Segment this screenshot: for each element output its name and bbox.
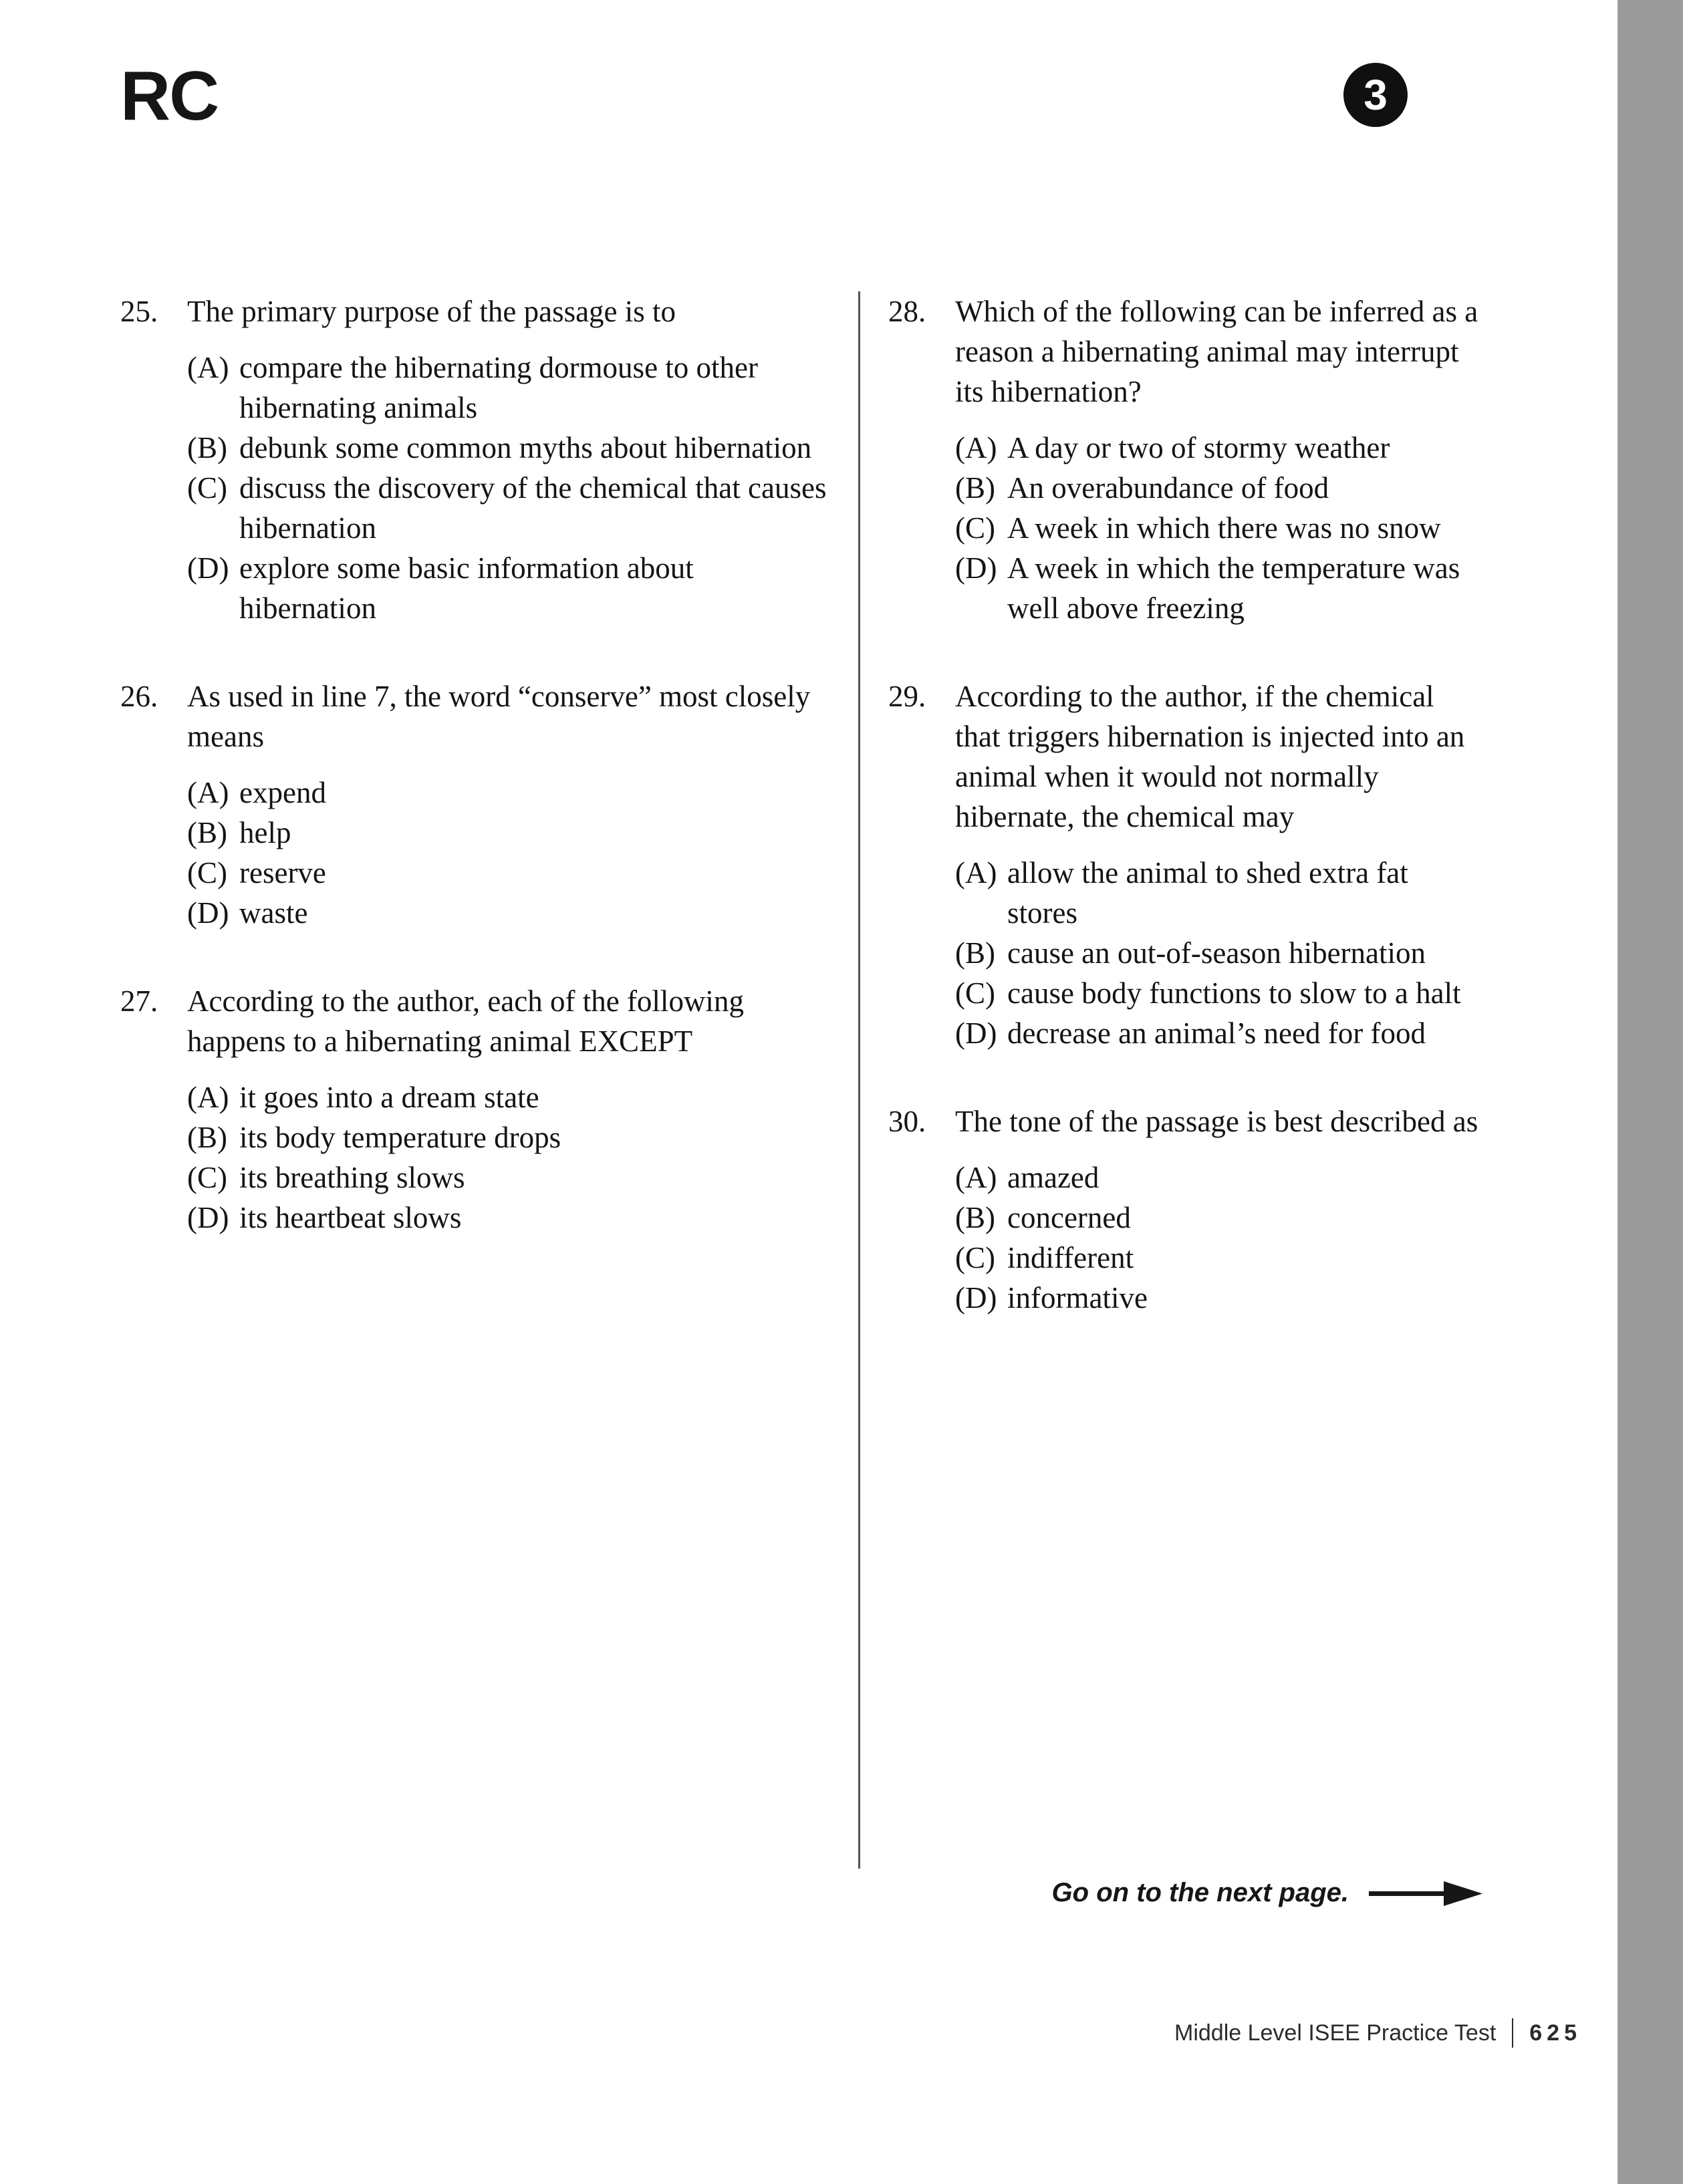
answer-choices xyxy=(955,428,1482,628)
choice-label: (D) xyxy=(955,551,997,585)
question-stem: As used in line 7, the word “conserve” most closely means xyxy=(187,680,811,753)
choice-label: (B) xyxy=(187,1121,227,1154)
answer-choices xyxy=(187,1077,830,1238)
answer-choice-a xyxy=(187,773,830,813)
answer-choice-d xyxy=(187,1198,830,1238)
answer-choice-b xyxy=(187,428,830,468)
choice-label: (A) xyxy=(955,1161,997,1194)
left-column xyxy=(120,291,830,1869)
choice-label: (B) xyxy=(955,1201,995,1234)
answer-choice-c xyxy=(187,853,830,893)
choice-text: expend xyxy=(239,776,326,809)
choice-text: cause body functions to slow to a halt xyxy=(1007,976,1461,1010)
answer-choices xyxy=(955,853,1482,1053)
question-stem: Which of the following can be inferred as a reason a hibernating animal may interrupt its hibernation? xyxy=(955,295,1478,408)
choice-label: (B) xyxy=(955,936,995,970)
choice-label: (C) xyxy=(955,1241,995,1274)
question-body xyxy=(187,981,830,1238)
question-body xyxy=(955,676,1482,1053)
answer-choice-d xyxy=(955,1013,1482,1053)
choice-text: waste xyxy=(239,896,308,930)
answer-choice-d xyxy=(187,548,830,628)
choice-label: (C) xyxy=(955,511,995,545)
column-divider xyxy=(858,291,860,1869)
question-28 xyxy=(888,291,1482,628)
answer-choice-c xyxy=(955,508,1482,548)
choice-text: reserve xyxy=(239,856,326,890)
choice-text: debunk some common myths about hibernation xyxy=(239,431,812,464)
choice-text: help xyxy=(239,816,291,849)
question-stem: The tone of the passage is best described as xyxy=(955,1105,1478,1138)
choice-text: its breathing slows xyxy=(239,1161,465,1194)
choice-label: (A) xyxy=(187,1081,229,1114)
right-column xyxy=(888,291,1482,1869)
choice-label: (A) xyxy=(955,856,997,890)
question-number: 28. xyxy=(888,295,926,328)
page-number: 625 xyxy=(1529,2020,1581,2046)
answer-choice-a xyxy=(955,1157,1482,1198)
question-number: 29. xyxy=(888,680,926,713)
question-columns xyxy=(120,291,1482,1869)
choice-text: indifferent xyxy=(1007,1241,1134,1274)
right-arrow-icon xyxy=(1369,1879,1482,1908)
answer-choice-a xyxy=(187,348,830,428)
test-name: Middle Level ISEE Practice Test xyxy=(1174,2020,1497,2046)
question-stem: According to the author, if the chemical that triggers hibernation is injected into an animal when it would not normally hibernate, the chemical may xyxy=(955,680,1465,833)
choice-text: explore some basic information about hibernation xyxy=(239,551,694,625)
choice-label: (D) xyxy=(187,1201,229,1234)
question-number: 27. xyxy=(120,984,158,1018)
answer-choice-c xyxy=(187,1157,830,1198)
question-25 xyxy=(120,291,830,628)
page-footer xyxy=(1174,2018,1581,2048)
go-on-row xyxy=(120,1878,1482,1908)
question-stem: According to the author, each of the following happens to a hibernating animal EXCEPT xyxy=(187,984,744,1058)
choice-text: discuss the discovery of the chemical that causes hibernation xyxy=(239,471,827,545)
choice-text: decrease an animal’s need for food xyxy=(1007,1016,1426,1050)
choice-label: (A) xyxy=(955,431,997,464)
choice-label: (C) xyxy=(187,471,227,505)
choice-label: (C) xyxy=(187,856,227,890)
choice-label: (D) xyxy=(955,1281,997,1315)
choice-label: (D) xyxy=(955,1016,997,1050)
question-body xyxy=(955,291,1482,628)
answer-choice-a xyxy=(955,853,1482,933)
choice-text: informative xyxy=(1007,1281,1148,1315)
answer-choice-d xyxy=(955,548,1482,628)
choice-text: its body temperature drops xyxy=(239,1121,561,1154)
section-title: RC xyxy=(120,57,219,135)
answer-choice-c xyxy=(955,1238,1482,1278)
choice-text: its heartbeat slows xyxy=(239,1201,462,1234)
choice-label: (B) xyxy=(187,431,227,464)
answer-choices xyxy=(955,1157,1482,1318)
choice-text: allow the animal to shed extra fat stores xyxy=(1007,856,1408,930)
answer-choice-c xyxy=(955,973,1482,1013)
page-header xyxy=(120,57,1482,135)
choice-label: (A) xyxy=(187,351,229,384)
question-29 xyxy=(888,676,1482,1053)
choice-text: A day or two of stormy weather xyxy=(1007,431,1390,464)
choice-text: A week in which there was no snow xyxy=(1007,511,1441,545)
answer-choice-b xyxy=(187,1117,830,1157)
choice-label: (D) xyxy=(187,896,229,930)
question-body xyxy=(955,1101,1482,1318)
question-body xyxy=(187,291,830,628)
go-on-text: Go on to the next page. xyxy=(1051,1878,1349,1907)
answer-choice-c xyxy=(187,468,830,548)
answer-choice-b xyxy=(955,468,1482,508)
answer-choice-d xyxy=(955,1278,1482,1318)
question-stem: The primary purpose of the passage is to xyxy=(187,295,676,328)
answer-choices xyxy=(187,348,830,628)
answer-choice-b xyxy=(955,1198,1482,1238)
choice-text: it goes into a dream state xyxy=(239,1081,539,1114)
question-27 xyxy=(120,981,830,1238)
choice-text: An overabundance of food xyxy=(1007,471,1329,505)
question-number: 26. xyxy=(120,680,158,713)
question-body xyxy=(187,676,830,933)
answer-choice-a xyxy=(955,428,1482,468)
answer-choices xyxy=(187,773,830,933)
choice-text: cause an out-of-season hibernation xyxy=(1007,936,1426,970)
question-number: 25. xyxy=(120,295,158,328)
choice-label: (C) xyxy=(955,976,995,1010)
section-number-badge xyxy=(1343,63,1408,127)
choice-text: A week in which the temperature was well above freezing xyxy=(1007,551,1460,625)
choice-label: (B) xyxy=(187,816,227,849)
question-30 xyxy=(888,1101,1482,1318)
section-number: 3 xyxy=(1364,71,1388,119)
choice-text: amazed xyxy=(1007,1161,1099,1194)
choice-label: (A) xyxy=(187,776,229,809)
answer-choice-b xyxy=(955,933,1482,973)
answer-choice-d xyxy=(187,893,830,933)
choice-text: concerned xyxy=(1007,1201,1131,1234)
choice-label: (C) xyxy=(187,1161,227,1194)
choice-label: (B) xyxy=(955,471,995,505)
answer-choice-b xyxy=(187,813,830,853)
choice-text: compare the hibernating dormouse to other hibernating animals xyxy=(239,351,759,424)
question-number: 30. xyxy=(888,1105,926,1138)
footer-divider xyxy=(1512,2018,1513,2048)
question-26 xyxy=(120,676,830,933)
choice-label: (D) xyxy=(187,551,229,585)
answer-choice-a xyxy=(187,1077,830,1117)
